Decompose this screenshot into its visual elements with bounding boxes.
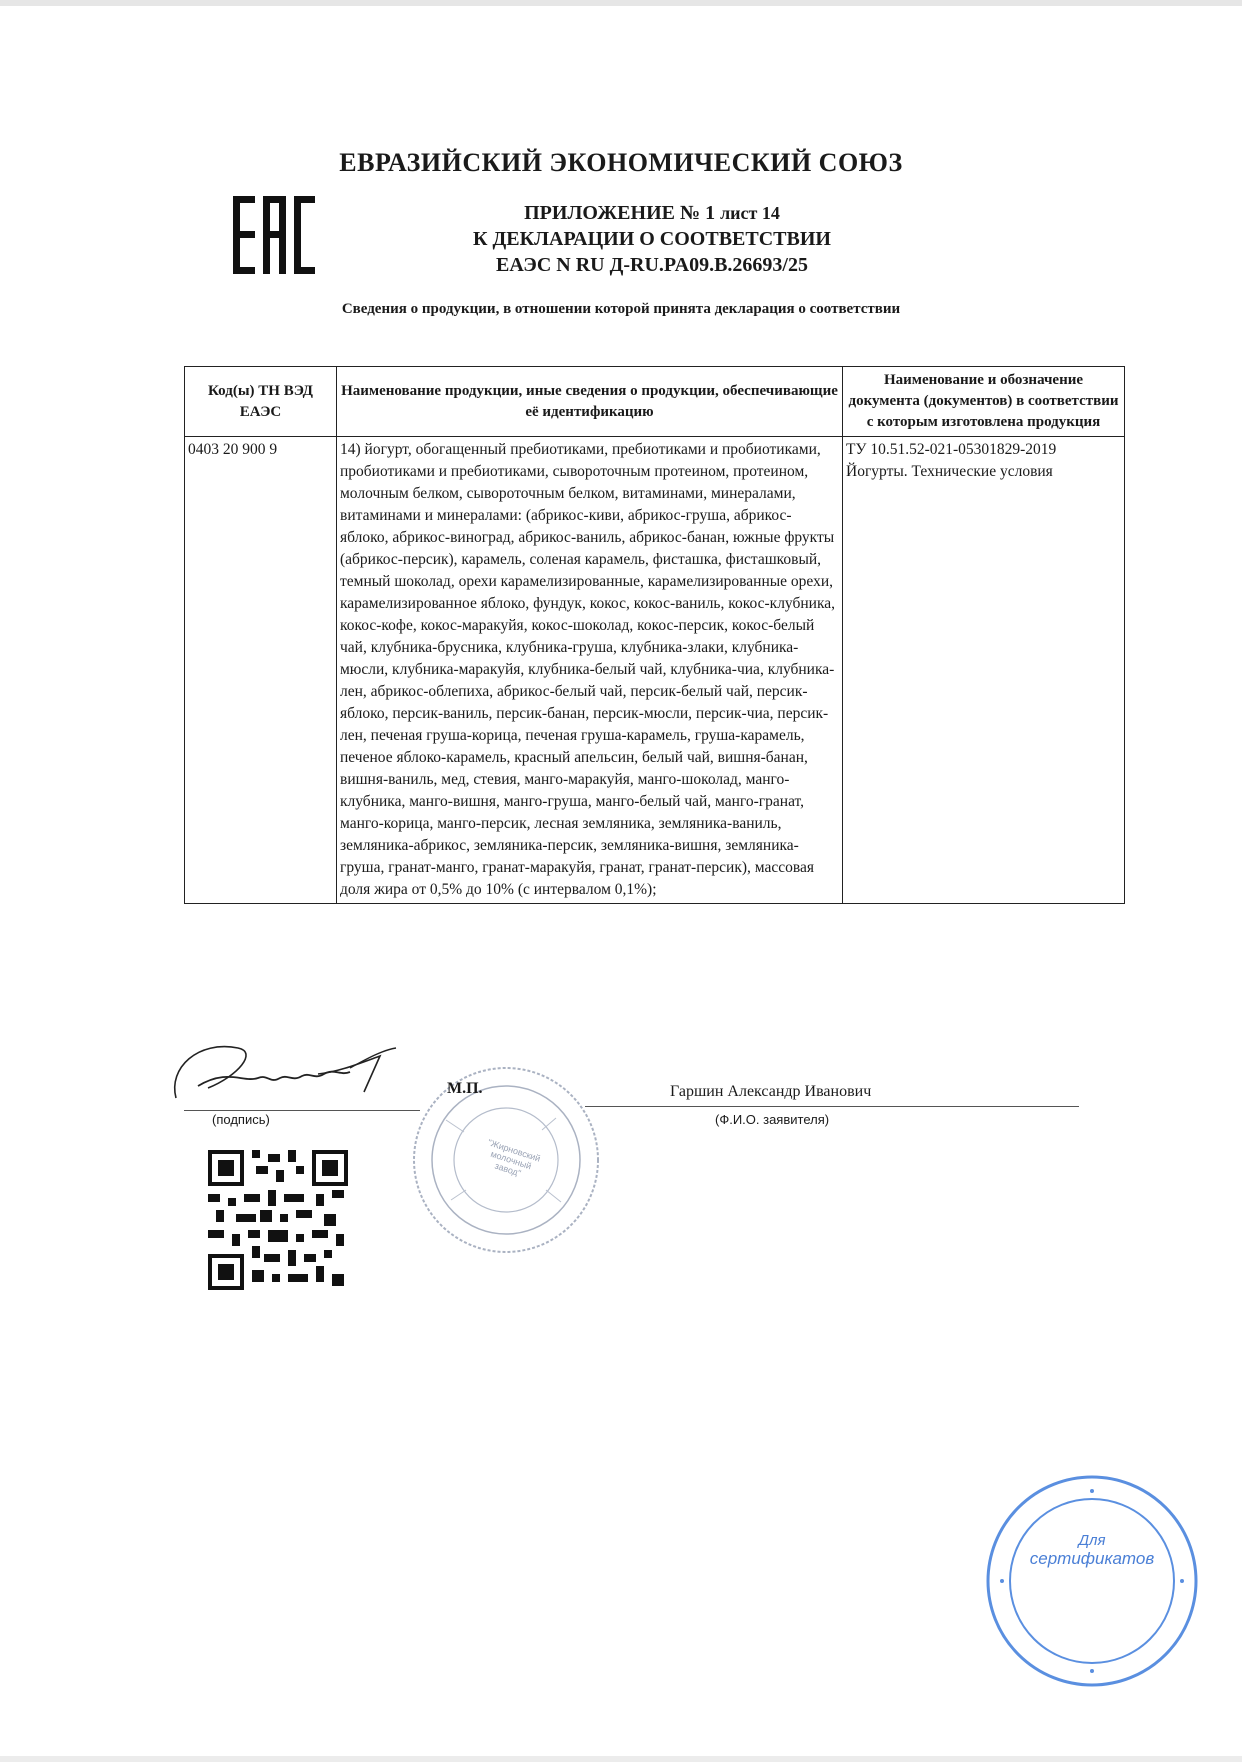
cell-document <box>843 437 1125 904</box>
doc-code: ТУ 10.51.52-021-05301829-2019 <box>846 441 1057 458</box>
appendix-prefix: ПРИЛОЖЕНИЕ № 1 <box>524 202 716 224</box>
signature-line <box>184 1110 420 1111</box>
subtitle: Сведения о продукции, в отношении которой принята декларация о соответствии <box>341 301 901 317</box>
header-code: Код(ы) ТН ВЭД ЕАЭС <box>185 367 337 437</box>
appendix-heading <box>372 200 932 278</box>
header-product: Наименование продукции, иные сведения о продукции, обеспечивающие её идентификацию <box>337 367 843 437</box>
table-row <box>185 437 1125 904</box>
doc-name: Йогурты. Технические условия <box>846 463 1053 480</box>
header-document: Наименование и обозначение документа (документов) в соответствии с которым изготовлена продукция <box>843 367 1125 437</box>
stamp-line-1: Для <box>1078 1532 1106 1549</box>
eac-logo-icon <box>233 196 315 274</box>
certificate-stamp-text-layer <box>983 1472 1201 1690</box>
appendix-line-1 <box>372 200 932 226</box>
appendix-line-2: К ДЕКЛАРАЦИИ О СООТВЕТСТВИИ <box>473 228 831 250</box>
declaration-number: ЕАЭС N RU Д-RU.PA09.B.26693/25 <box>495 254 808 276</box>
product-table <box>184 366 1125 904</box>
union-title: ЕВРАЗИЙСКИЙ ЭКОНОМИЧЕСКИЙ СОЮЗ <box>339 148 903 177</box>
seal-place-label: М.П. <box>447 1080 483 1097</box>
name-caption: (Ф.И.О. заявителя) <box>715 1112 830 1127</box>
signature-image <box>168 1028 398 1110</box>
applicant-name: Гаршин Александр Иванович <box>670 1083 872 1100</box>
company-seal-text-layer <box>406 1060 606 1260</box>
cell-code: 0403 20 900 9 <box>185 437 337 904</box>
name-line <box>585 1106 1079 1107</box>
table-header-row <box>185 367 1125 437</box>
certificate-stamp-text <box>983 1532 1201 1569</box>
scan-edge-bottom <box>0 1756 1242 1762</box>
cell-product: 14) йогурт, обогащенный пребиотиками, пребиотиками и пробиотиками, пробиотиками и пребиотиками, сывороточным протеином, протеином, молочным белком, сывороточным белком, витаминами, минералами, витаминами и минералами: (абрикос-киви, абрикос-груша, абрикос-яблоко, абрикос-виноград, абрикос-ваниль, абрикос-банан, южные фрукты (абрикос-персик), карамель, соленая карамель, фисташка, фисташковый, темный шоколад, орехи карамелизированные, карамелизированные орехи, карамелизированное яблоко, фундук, кокос, кокос-ваниль, кокос-клубника, кокос-кофе, кокос-маракуйя, кокос-шоколад, кокос-персик, кокос-белый чай, клубника-брусника, клубника-груша, клубника-злаки, клубника-мюсли, клубника-маракуйя, клубника-белый чай, клубника-чиа, клубника-лен, абрикос-облепиха, абрикос-белый чай, персик-белый чай, персик-яблоко, персик-ваниль, персик-банан, персик-мюсли, персик-чиа, персик-лен, печеная груша-корица, печеная груша-карамель, груша-карамель, печеное яблоко-карамель, красный апельсин, белый чай, вишня-банан, вишня-ваниль, мед, стевия, манго-маракуйя, манго-шоколад, манго-клубника, манго-вишня, манго-груша, манго-белый чай, манго-гранат, манго-корица, манго-персик, лесная земляника, земляника-ваниль, земляника-абрикос, земляника-персик, земляника-вишня, земляника-груша, гранат-манго, гранат-маракуйя, гранат, гранат-персик), массовая доля жира от 0,5% до 10% (с интервалом 0,1%); <box>337 437 843 904</box>
scan-edge-top <box>0 0 1242 6</box>
company-seal-text: "Жирновский молочный завод" <box>486 1137 542 1179</box>
qr-code-icon <box>208 1150 348 1290</box>
signature-caption: (подпись) <box>212 1112 270 1127</box>
appendix-sheet: лист 14 <box>720 203 780 223</box>
stamp-line-2: сертификатов <box>1029 1549 1155 1568</box>
